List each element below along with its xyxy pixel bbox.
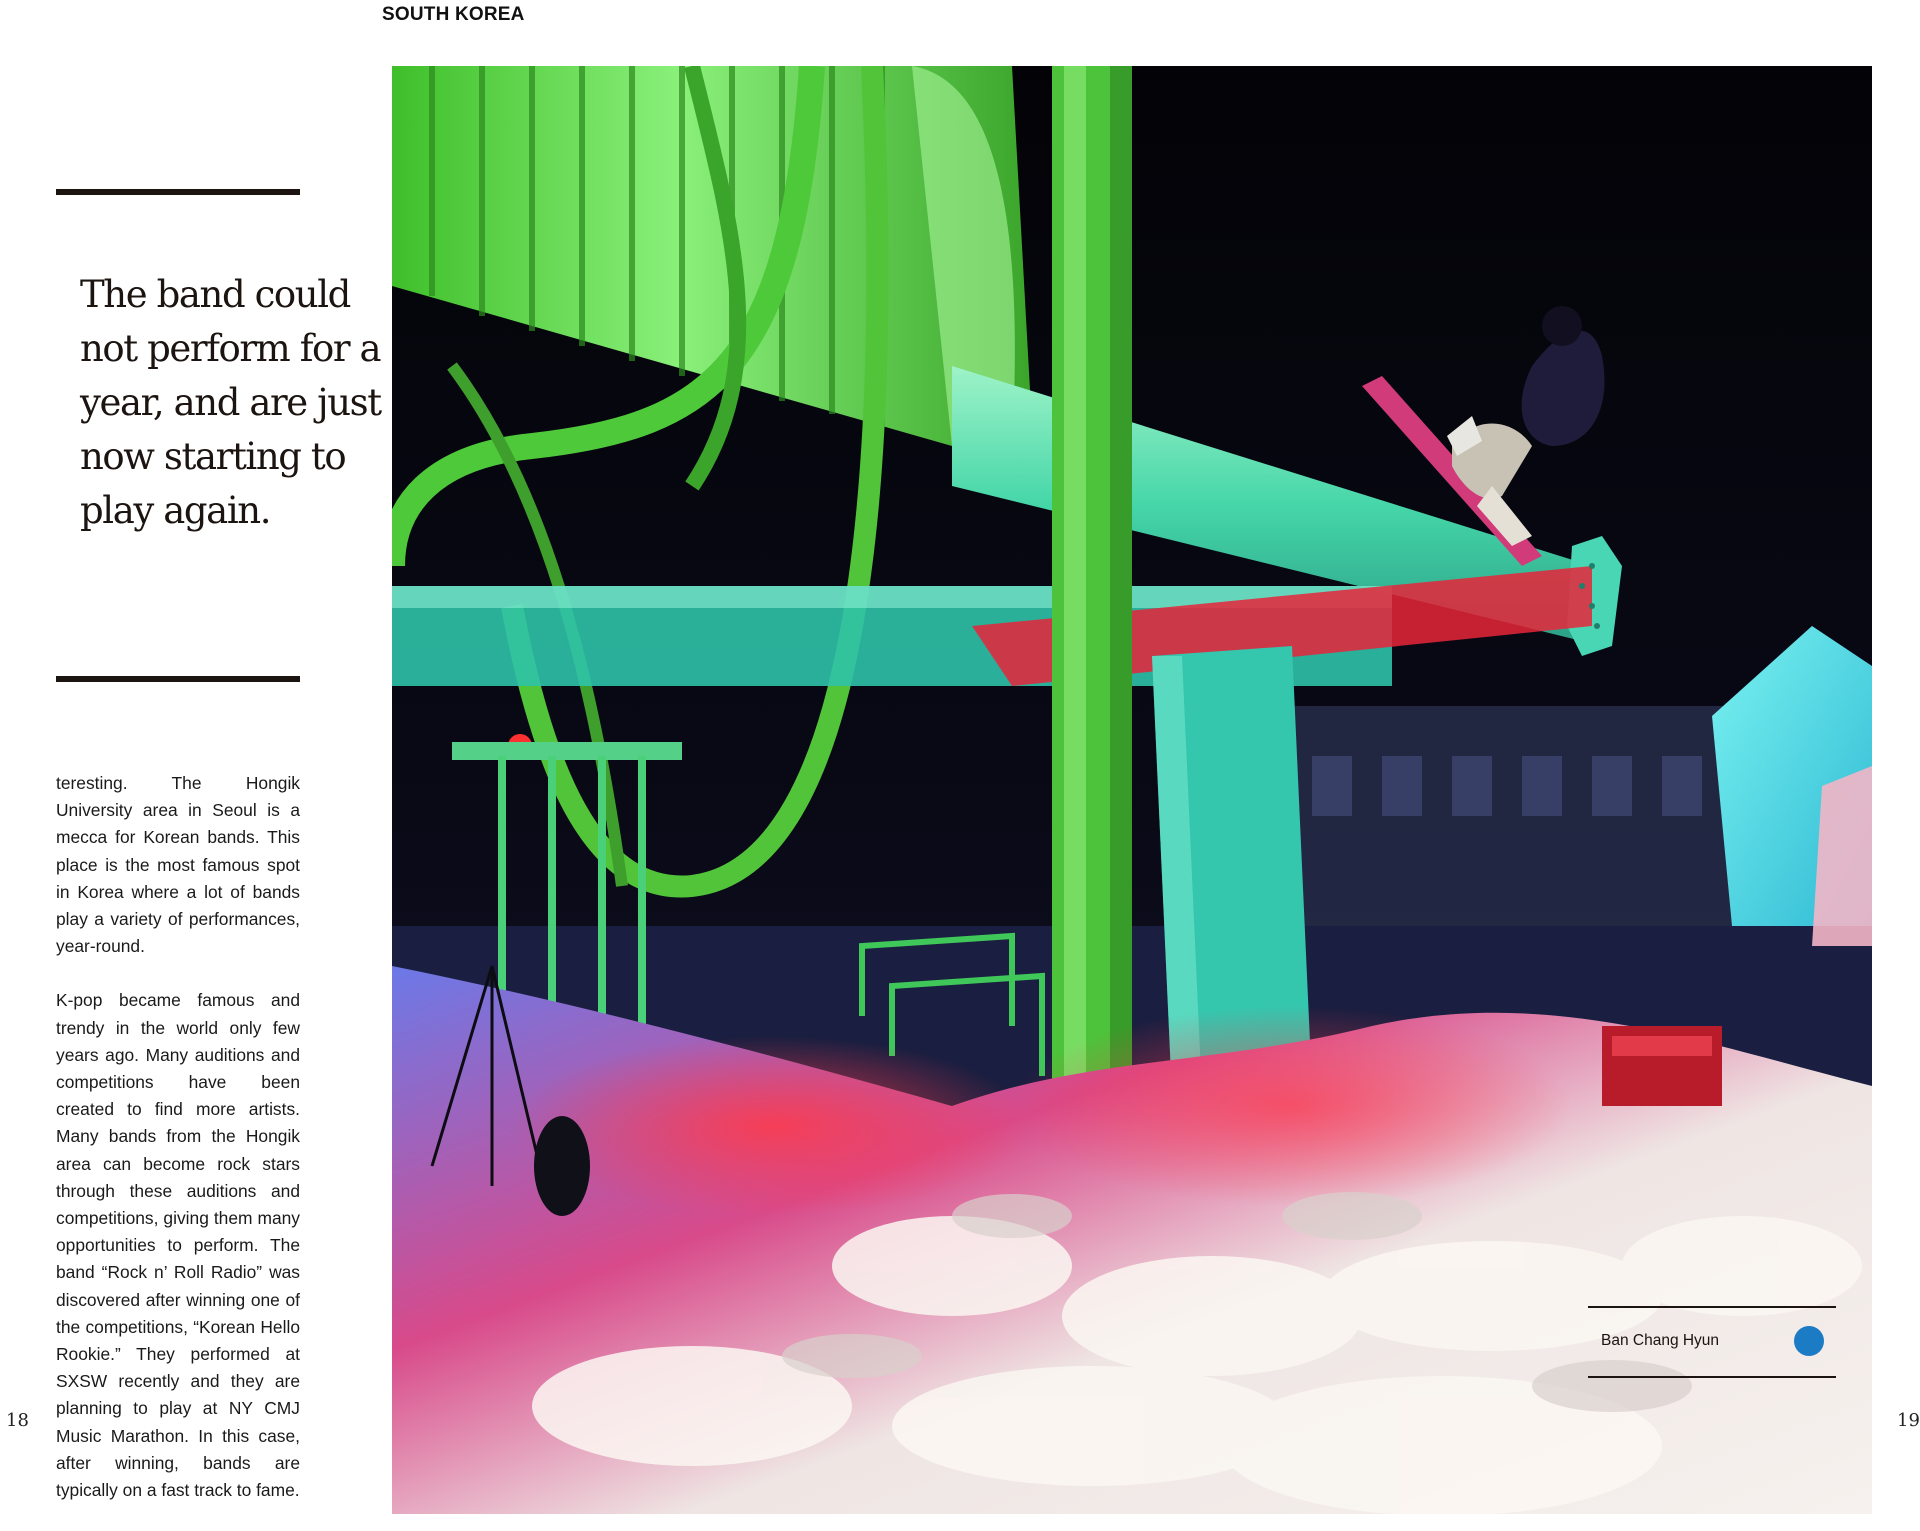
photo-credit: Ban Chang Hyun [1601,1332,1720,1349]
article-body [56,770,300,1531]
pull-quote: The band could not perform for a year, and are just now starting to play again. [80,273,381,532]
article-paragraph: teresting. The Hongik University area in Seoul is a mecca for Korean bands. This place is the most famous spot in Korea where a lot of bands play a variety of performances, year-round. [56,773,300,957]
caption-dot-icon [1794,1326,1824,1356]
page-number-right: 19 [1897,1410,1920,1431]
quote-bottom-rule [56,676,300,682]
article-paragraph: K-pop became famous and trendy in the world only few years ago. Many auditions and competitions have been created to find more artists. Many bands from the Hongik area can become rock stars through these auditions and competitions, giving them many opportunities to perform. The band “Rock n’ Roll Radio” was discovered after winning one of the competitions, “Korean Hello Rookie.” They performed at SXSW recently and they are planning to play at NY CMJ Music Marathon. In this case, after winning, bands are typically on a fast track to fame. [56,990,300,1501]
photo-caption [1588,1306,1836,1378]
feature-photo-illustration [392,66,1872,1514]
feature-photo [392,66,1872,1514]
quote-top-rule [56,189,300,195]
section-label: SOUTH KOREA [382,4,525,25]
page-number-left: 18 [6,1410,29,1431]
